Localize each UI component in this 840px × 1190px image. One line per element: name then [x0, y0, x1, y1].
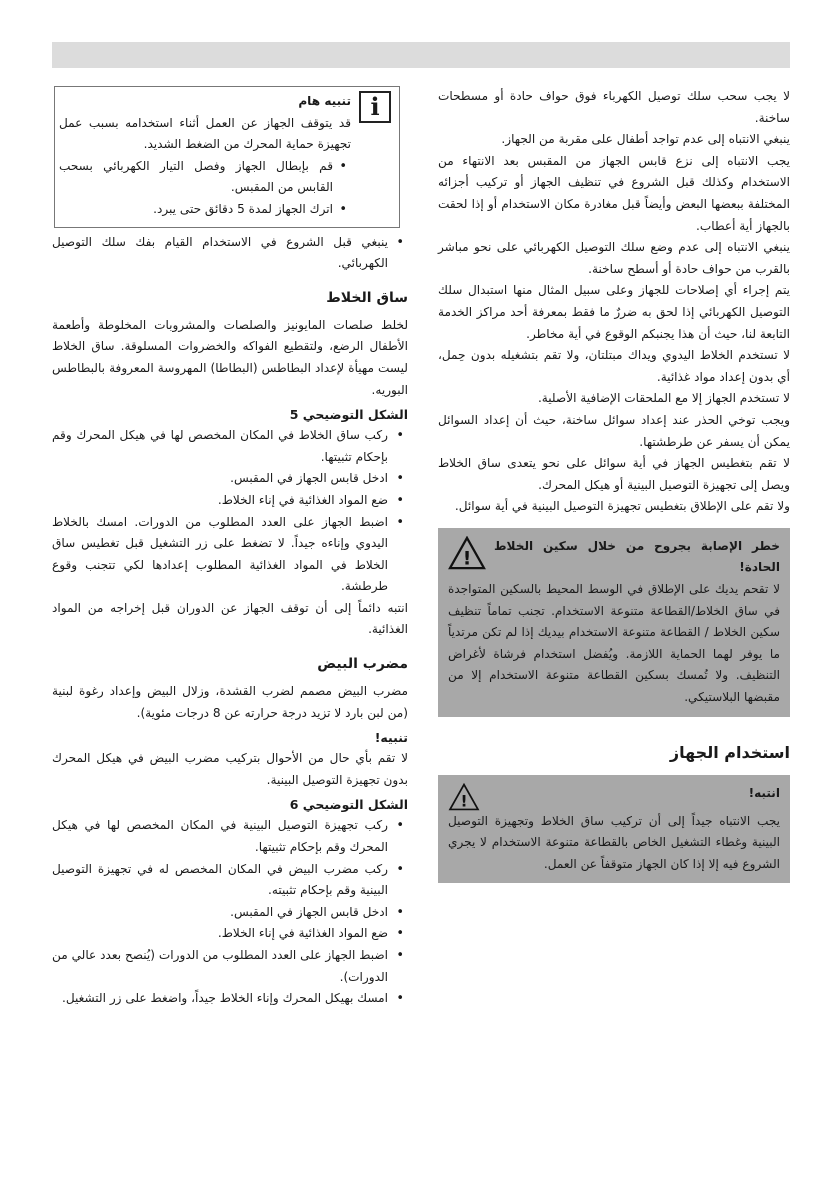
paragraph: لا تقم بتغطيس الجهاز في أية سوائل على نحو يتعدى ساق الخلاط ويصل إلى تجهيزة التوصيل البينية أو هيكل المحرك.	[438, 456, 790, 492]
list-item: • ينبغي قبل الشروع في الاستخدام القيام بفك سلك التوصيل الكهربائي.	[52, 232, 408, 275]
list-item: • ضع المواد الغذائية في إناء الخلاط.	[52, 923, 408, 945]
note-list	[59, 156, 351, 221]
list-item: • ضع المواد الغذائية في إناء الخلاط.	[52, 490, 408, 512]
danger-warning-box	[438, 528, 790, 717]
whisk-caution-text: لا تقم بأي حال من الأحوال بتركيب مضرب البيض في هيكل المحرك بدون تجهيزة التوصيل البينية.	[52, 751, 408, 787]
paragraph: لا يجب سحب سلك توصيل الكهرباء فوق حواف حادة أو مسطحات ساخنة.	[438, 89, 790, 125]
info-icon: i	[359, 91, 391, 123]
list-item: • قم بإبطال الجهاز وفصل التيار الكهربائي بسحب القابس من المقبس.	[59, 156, 351, 199]
note-title: تنبيه هام	[298, 94, 351, 108]
list-item: • امسك بهيكل المحرك وإناء الخلاط جيداً، واضغط على زر التشغيل.	[52, 988, 408, 1010]
paragraph: ويجب توخي الحذر عند إعداد سوائل ساخنة، حيث أن إعداد السوائل يمكن أن يسفر عن طرطشتها.	[438, 412, 790, 449]
blender-text: لخلط صلصات المايونيز والصلصات والمشروبات المخلوطة وأطعمة الأطفال الرضع، ولتقطيع الفواكه والخضروات المسلوقة. ساق الخلاط ليست مهيأة لإعداد البطاطس (البطاطا) المهروسة المعروفة بالبطاطس البوريه.	[52, 317, 408, 397]
paragraph: يجب الانتباه إلى نزع قابس الجهاز من المقبس بعد الانتهاء من الاستخدام وكذلك قبل الشروع في تنظيف الجهاز أو تركيب أجزائه المختلفة ببعضها البعض وأيضاً قبل مغادرة مكان الاستخدام أو إذا لحقت بالجهاز أية أعطاب.	[438, 153, 790, 233]
list-item: • ادخل قابس الجهاز في المقبس.	[52, 468, 408, 490]
caution-text: يجب الانتباه جيداً إلى أن تركيب ساق الخلاط وتجهيزة التوصيل البينية وغطاء التشغيل الخاص بالقطاعة متنوعة الاستخدام لا يجري الشروع فيه إلا إذا كان الجهاز متوقفاً عن العمل.	[448, 813, 780, 871]
whisk-text: مضرب البيض مصمم لضرب القشدة، وزلال البيض وإعداد رغوة لبنية (من لبن بارد لا تزيد درجة حرارته عن 8 درجات مئوية).	[52, 684, 408, 720]
important-note-box	[54, 86, 400, 228]
list-item: • ركب ساق الخلاط في المكان المخصص لها في هيكل المحرك وقم بإحكام تثبيتها.	[52, 425, 408, 468]
paragraph: لا تستخدم الخلاط اليدوي ويداك مبتلتان، ولا تقم بتشغيله بدون حِمل، أي بدون إعداد مواد غذائية.	[438, 348, 790, 384]
caution-box	[438, 775, 790, 884]
pre-use-list	[52, 232, 408, 275]
caution-mark: !	[460, 791, 468, 810]
header-bar	[52, 42, 790, 68]
list-item: • ادخل قابس الجهاز في المقبس.	[52, 902, 408, 924]
list-item: • اترك الجهاز لمدة 5 دقائق حتى يبرد.	[59, 199, 351, 221]
caution-title: انتبه!	[748, 785, 780, 800]
note-text: قد يتوقف الجهاز عن العمل أثناء استخدامه بسبب عمل تجهيزة حماية المحرك من الضغط الشديد.	[59, 115, 351, 152]
figure-5-list	[52, 425, 408, 598]
section-title-usage: استخدام الجهاز	[669, 742, 790, 762]
section-title-whisk: مضرب البيض	[317, 656, 408, 673]
caution-triangle-icon	[448, 783, 480, 811]
warning-title: خطر الإصابة بجروح من خلال سكين الخلاط الحادة!	[494, 538, 780, 575]
figure-6-title: الشكل التوضيحي 6	[289, 797, 408, 813]
warning-mark: !	[462, 547, 472, 570]
figure-5-title: الشكل التوضيحي 5	[289, 407, 408, 423]
right-column	[438, 86, 790, 883]
section-title-blender: ساق الخلاط	[326, 289, 408, 306]
left-column	[52, 86, 408, 1010]
list-item: • ركب مضرب البيض في المكان المخصص له في تجهيزة التوصيل البينية وقم بإحكام تثبيته.	[52, 859, 408, 902]
paragraph: ينبغي الانتباه إلى عدم وضع سلك التوصيل الكهربائي على نحو مباشر بالقرب من حواف حادة أو أسطح ساخنة.	[438, 240, 790, 276]
figure-6-list	[52, 815, 408, 1009]
paragraph: يتم إجراء أي إصلاحات للجهاز وعلى سبيل المثال منها استبدال سلك التوصيل الكهربائي إذا لحق به ضررٌ ما فقط بمعرفة أحد مراكز الخدمة التابعة لنا، حيث أن هذا يجنبكم الوقوع في أية مخاطر.	[438, 283, 790, 341]
figure-5-note: انتبه دائماً إلى أن توقف الجهاز عن الدوران قبل إخراجه من المواد الغذائية.	[52, 600, 408, 637]
warning-text: لا تقحم يديك على الإطلاق في الوسط المحيط بالسكين المتواجدة في ساق الخلاط/القطاعة متنوعة الاستخدام. تجنب تماماً تنظيف سكين الخلاط / القطاعة متنوعة الاستخدام بيديك إذا لم تكن مرتدياً ما يوفر لهما الحماية اللازمة. ويُفضل استخدام فرشاة لأغراض التنظيف. ولا تُمسك بسكين القطاعة متنوعة الاستخدام إلا من مقبضها البلاستيكي.	[448, 582, 780, 705]
warning-triangle-icon	[448, 536, 486, 570]
paragraph: لا تستخدم الجهاز إلا مع الملحقات الإضافية الأصلية.	[537, 391, 790, 406]
list-item: • اضبط الجهاز على العدد المطلوب من الدورات. امسك بالخلاط اليدوي وإناءه جيداً. لا تضغط على زر التشغيل قبل تغطيس ساق الخلاط في المواد الغذائية المطلوب إعدادها لكي تتجنب وقوع طرطشة.	[52, 512, 408, 598]
list-item: • اضبط الجهاز على العدد المطلوب من الدورات (يُنصح بعدد عالي من الدورات).	[52, 945, 408, 988]
whisk-caution-title: تنبيه!	[374, 730, 408, 746]
paragraph: ولا تقم على الإطلاق بتغطيس تجهيزة التوصيل البينية في أية سوائل.	[454, 499, 790, 514]
list-item: • ركب تجهيزة التوصيل البينية في المكان المخصص لها في هيكل المحرك وقم بإحكام تثبيتها.	[52, 815, 408, 858]
paragraph: ينبغي الانتباه إلى عدم تواجد أطفال على مقربة من الجهاز.	[501, 132, 790, 147]
